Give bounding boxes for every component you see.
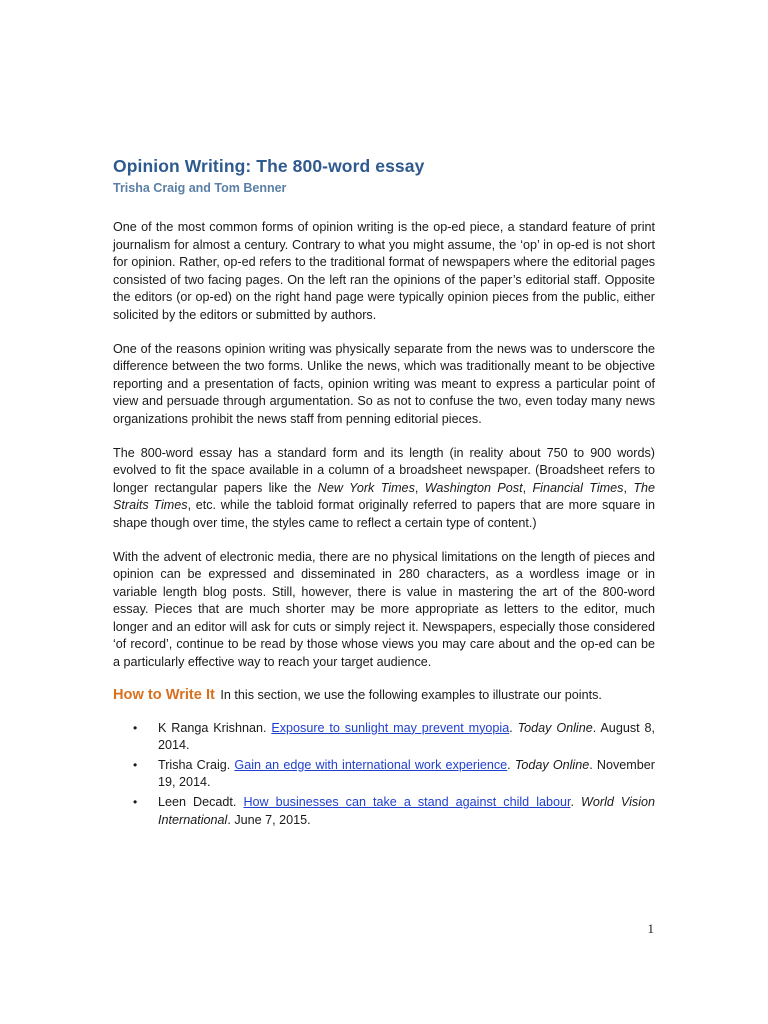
reference-date: . June 7, 2015. [227,812,311,827]
list-item [113,757,655,792]
reference-source: World Vision International [158,795,656,827]
reference-punct: . [570,795,582,810]
reference-punct: . [507,757,515,772]
how-to-write-section [113,686,655,704]
bullet-icon: • [133,720,138,735]
document-title: Opinion Writing: The 800-word essay [113,156,425,176]
reference-source: Today Online [517,720,593,735]
reference-source: Today Online [514,757,590,772]
reference-punct: . [509,720,518,735]
newspaper-name-ft: Financial Times [532,480,624,495]
document-authors: Trisha Craig and Tom Benner [113,181,287,195]
bullet-icon: • [133,795,138,810]
newspaper-name-nyt: New York Times [317,480,415,495]
paragraph-3-text-a: The 800-word essay has a standard form and its length (in reality about 750 to 900 words) evolved to fit the space available in a column of a broadsheet newspaper. (Broadsheet refers to longer rectangular papers like the [113,445,655,495]
reference-list [113,720,655,830]
reference-author: Trisha Craig. [158,757,235,772]
reference-link[interactable]: How businesses can take a stand against child labour [243,795,571,810]
paragraph-3-text-b: , etc. while the tabloid format originally referred to papers that are more square in shape though over time, the styles came to reflect a certain type of content.) [113,498,655,530]
separator: , [522,480,533,495]
reference-link[interactable]: Exposure to sunlight may prevent myopia [271,720,510,735]
section-intro: In this section, we use the following examples to illustrate our points. [216,687,602,702]
reference-date: . November 19, 2014. [158,757,655,790]
paragraph-2: One of the reasons opinion writing was physically separate from the news was to underscore the difference between the two forms. Unlike the news, which was traditionally meant to be objective reporting and a presentation of facts, opinion writing was meant to express a particular point of view and persuade through argumentation. So as not to confuse the two, even today many news organizations prohibit the news staff from penning editorial pieces. [113,341,655,426]
newspaper-name-st: The Straits Times [113,480,656,513]
bullet-icon: • [133,757,138,772]
list-item [113,794,655,829]
reference-date: . August 8, 2014. [158,720,655,753]
newspaper-name-wp: Washington Post [424,480,523,495]
reference-author: K Ranga Krishnan. [158,720,272,735]
section-heading: How to Write It [113,686,215,703]
page-number: 1 [647,921,654,936]
document-page [113,154,655,831]
reference-link[interactable]: Gain an edge with international work experience [234,757,508,772]
reference-author: Leen Decadt. [158,795,244,810]
paragraph-4: With the advent of electronic media, there are no physical limitations on the length of pieces and opinion can be expressed and disseminated in 280 characters, as a wordless image or in variable length blog posts. Still, however, there is value in mastering the art of the 800-word essay. Pieces that are much shorter may be more appropriate as letters to the editor, much longer and an editor will ask for cuts or simply reject it. Newspapers, especially those considered ‘of record’, continue to be read by those whose views you may care about and the op-ed can be a particularly effective way to reach your target audience. [113,549,655,670]
separator: , [414,480,425,495]
list-item [113,720,655,755]
paragraph-3 [113,445,655,533]
separator: , [623,480,634,495]
paragraph-1: One of the most common forms of opinion writing is the op-ed piece, a standard feature of print journalism for almost a century. Contrary to what you might assume, the ‘op’ in op-ed is not short for opinion. Rather, op-ed refers to the traditional format of newspapers where the editorial pages consisted of two facing pages. On the left ran the opinions of the paper’s editorial staff. Opposite the editors (or op-ed) on the right hand page were typically opinion pieces from the public, either solicited by the editors or submitted by authors. [113,220,655,322]
